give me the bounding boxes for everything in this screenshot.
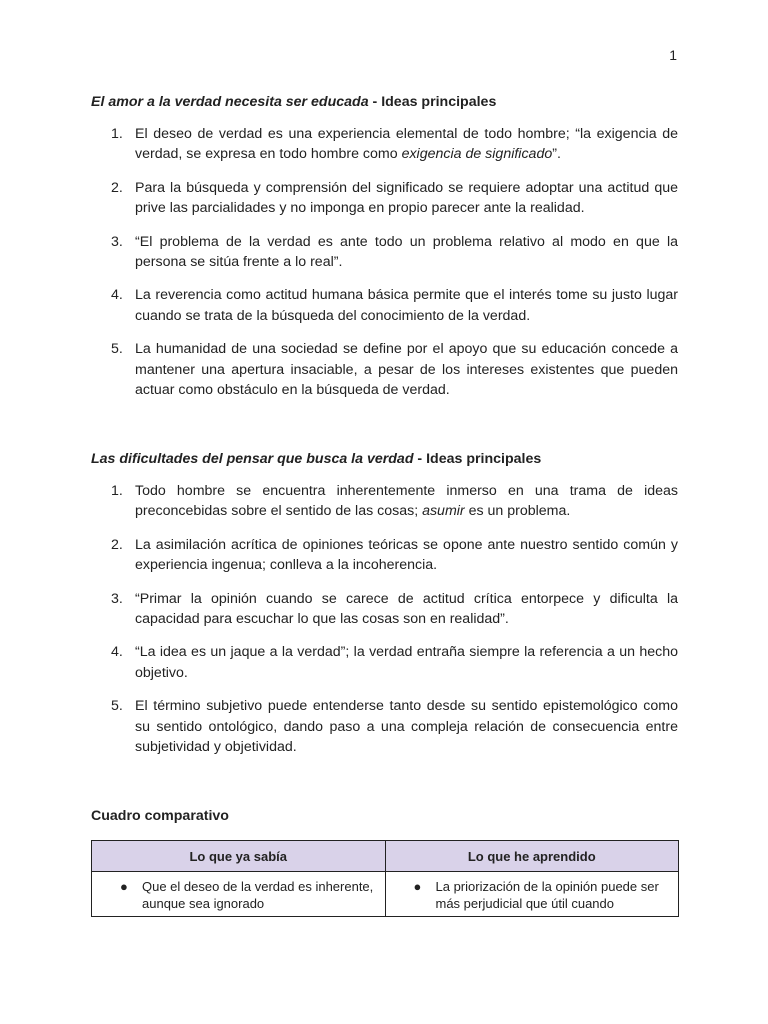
page-number: 1 bbox=[669, 47, 677, 63]
table-row bbox=[92, 872, 679, 917]
section-title-italic: El amor a la verdad necesita ser educada bbox=[91, 94, 369, 110]
list-item-text: El deseo de verdad es una experiencia elemental de todo hombre; “la exigencia de verdad, se expresa en todo hombre como bbox=[135, 126, 678, 163]
list-item-text: La humanidad de una sociedad se define por el apoyo que su educación concede a mantener una apertura insaciable, a pesar de los intereses existentes que pueden actuar como obstáculo en la búsqueda de verdad. bbox=[135, 341, 678, 399]
list-item-text: “El problema de la verdad es ante todo un problema relativo al modo en que la persona se sitúa frente a lo real”. bbox=[135, 233, 678, 271]
list-item-text: “Primar la opinión cuando se carece de actitud crítica entorpece y dificulta la capacidad para escuchar lo que las cosas son en realidad”. bbox=[135, 590, 678, 628]
ideas-list bbox=[91, 481, 678, 757]
list-item bbox=[91, 124, 678, 165]
list-item-number: 5. bbox=[111, 698, 123, 715]
list-item bbox=[91, 535, 678, 576]
section-title-suffix: - Ideas principales bbox=[413, 451, 542, 467]
bullet-icon: ● bbox=[413, 879, 422, 894]
list-item bbox=[91, 285, 678, 326]
list-item bbox=[91, 339, 678, 400]
list-item bbox=[91, 232, 678, 273]
list-item bbox=[91, 481, 678, 522]
list-item-text: Todo hombre se encuentra inherentemente inmerso en una trama de ideas preconcebidas sobre el sentido de las cosas; bbox=[135, 483, 678, 520]
section-heading bbox=[91, 93, 678, 111]
list-item-number: 2. bbox=[111, 536, 123, 553]
section-love-of-truth bbox=[91, 93, 678, 413]
ideas-list bbox=[91, 124, 678, 400]
list-item-number: 1. bbox=[111, 126, 123, 142]
column-header-known: Lo que ya sabía bbox=[92, 841, 386, 872]
comparison-table bbox=[91, 840, 679, 917]
section-heading bbox=[91, 450, 678, 468]
bullet-item bbox=[100, 878, 377, 912]
bullet-item bbox=[394, 878, 671, 912]
list-item-emphasis: exigencia de significado bbox=[401, 146, 553, 163]
section-title-italic: Las dificultades del pensar que busca la verdad bbox=[91, 451, 414, 467]
list-item-text: La asimilación acrítica de opiniones teóricas se opone ante nuestro sentido común y experiencia ingenua; conlleva a la incoherencia. bbox=[135, 536, 678, 574]
list-item-text: La reverencia como actitud humana básica permite que el interés tome su justo lugar cuando se trata de la búsqueda del conocimiento de la verdad. bbox=[135, 287, 678, 324]
list-item-text: “La idea es un jaque a la verdad”; la verdad entraña siempre la referencia a un hecho objetivo. bbox=[135, 644, 678, 681]
section-difficulties-of-thinking bbox=[91, 450, 678, 770]
list-item-text-end: ”. bbox=[552, 146, 561, 163]
list-item bbox=[91, 642, 678, 683]
list-item bbox=[91, 589, 678, 630]
list-item-text: El término subjetivo puede entenderse tanto desde su sentido epistemológico como su sentido ontológico, dando paso a una compleja relación de consecuencia entre subjetividad y objetividad. bbox=[135, 698, 678, 756]
list-item-number: 4. bbox=[111, 287, 123, 304]
comparison-section bbox=[91, 807, 678, 917]
list-item-text: Para la búsqueda y comprensión del significado se requiere adoptar una actitud que prive las parcialidades y no imponga en propio parecer ante la realidad. bbox=[135, 179, 678, 217]
list-item-number: 5. bbox=[111, 341, 123, 358]
table-header-row bbox=[92, 841, 679, 872]
list-item-number: 4. bbox=[111, 644, 123, 661]
list-item-number: 2. bbox=[111, 179, 123, 196]
section-title-suffix: - Ideas principales bbox=[368, 94, 497, 110]
list-item-number: 3. bbox=[111, 590, 123, 607]
bullet-text: La priorización de la opinión puede ser más perjudicial que útil cuando bbox=[435, 879, 659, 911]
bullet-icon: ● bbox=[120, 879, 128, 894]
learned-cell bbox=[385, 872, 679, 917]
column-header-learned: Lo que he aprendido bbox=[385, 841, 679, 872]
bullet-text: Que el deseo de la verdad es inherente, aunque sea ignorado bbox=[142, 879, 374, 911]
list-item-number: 1. bbox=[111, 483, 123, 499]
list-item-emphasis: asumir bbox=[422, 503, 465, 520]
list-item-number: 3. bbox=[111, 233, 123, 250]
list-item bbox=[91, 178, 678, 219]
known-cell bbox=[92, 872, 386, 917]
list-item bbox=[91, 696, 678, 757]
list-item-text-end: es un problema. bbox=[464, 503, 571, 520]
comparison-title: Cuadro comparativo bbox=[91, 808, 229, 824]
